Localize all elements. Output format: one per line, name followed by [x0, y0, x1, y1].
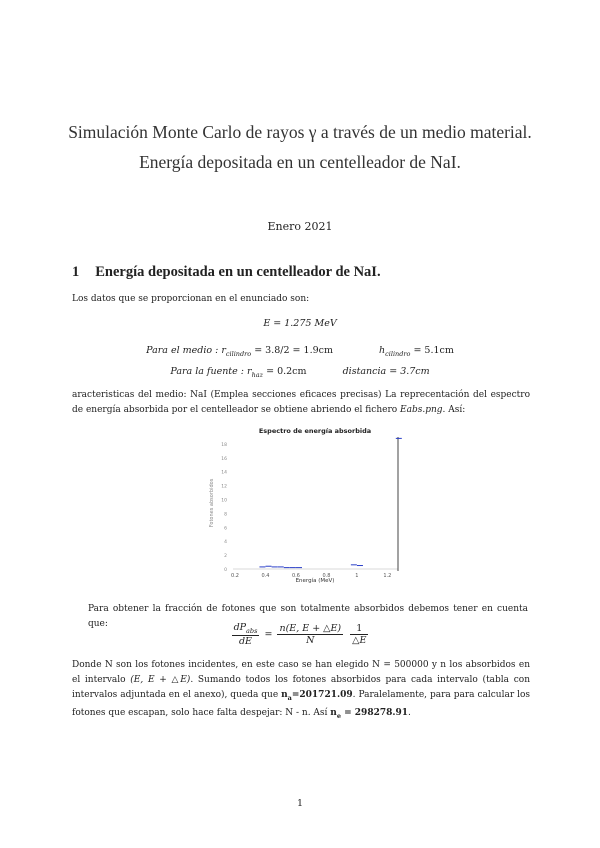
x-tick-label: 0.6	[291, 573, 300, 579]
paragraph-fraction: Para obtener la fracción de fotones que son totalmente absorbidos debemos tener en cuenta que:	[88, 604, 528, 629]
equation-fuente	[0, 366, 600, 379]
paragraph-results-text-3: . Paralelamente, para para calcular los fotones que escapan, solo hace falta despejar: N - n. Así	[72, 690, 530, 718]
x-tick-label: 0.2	[231, 573, 239, 579]
fraction-deltaE-denominator: △E	[352, 634, 367, 646]
fuente-label: Para la fuente :	[170, 366, 244, 377]
energy-spectrum-chart	[205, 425, 415, 587]
paragraph-results	[72, 658, 530, 724]
x-tick-label: 0.4	[261, 573, 270, 579]
y-tick-label: 18	[221, 442, 227, 448]
y-tick-label: 0	[224, 568, 227, 573]
paragraph-results-text-2: . Sumando todos los fotones absorbidos para cada intervalo (tabla con intervalos adjuntada en el anexo), queda que	[72, 675, 531, 700]
na-subscript: a	[287, 693, 292, 702]
y-tick-label: 16	[221, 456, 227, 462]
equation-medio	[0, 345, 600, 358]
r-haz-symbol: r	[247, 366, 252, 377]
page-number: 1	[296, 798, 304, 809]
intro-paragraph: Los datos que se proporcionan en el enunciado son:	[72, 294, 310, 304]
r-haz-subscript: haz	[251, 370, 264, 379]
h-cilindro-subscript: cilindro	[385, 349, 411, 358]
y-tick-label: 10	[221, 498, 227, 504]
equation-energy: E = 1.275 MeV	[263, 318, 337, 329]
h-cilindro-symbol: h	[379, 345, 386, 356]
r-cilindro-symbol: r	[221, 345, 226, 356]
y-tick-label: 4	[224, 540, 227, 546]
y-tick-label: 8	[224, 512, 227, 518]
filename: Eabs.png	[400, 405, 443, 415]
fraction-dp-de	[232, 622, 260, 647]
na-value: =201721.09	[291, 690, 353, 700]
ne-label: n	[330, 707, 337, 718]
chart-title: Espectro de energía absorbida	[258, 427, 372, 435]
fraction-n-over-N	[277, 623, 343, 646]
r-cilindro-subscript: cilindro	[225, 349, 252, 358]
y-tick-label: 12	[221, 484, 227, 490]
equation-fraction	[0, 622, 600, 647]
r-haz-value: = 0.2cm	[266, 366, 307, 377]
paragraph-results-text-1: Donde N son los fotones incidentes, en este caso se han elegido N = 500000 y n los absorbidos en el intervalo	[72, 660, 530, 685]
chart-ylabel: Fotones absorbidos	[209, 478, 215, 528]
paragraph-medio	[72, 388, 530, 418]
section-number: 1	[72, 264, 80, 280]
ne-value: = 298278.91	[340, 707, 409, 718]
section-title: Energía depositada en un centelleador de NaI.	[95, 264, 381, 280]
chart-xlabel: Energía (MeV)	[295, 578, 335, 584]
section-heading	[72, 264, 381, 281]
x-tick-label: 0.8	[322, 573, 331, 579]
fraction-N-denominator: N	[306, 634, 315, 646]
paragraph-medio-text-2: . Así:	[442, 405, 466, 415]
paragraph-results-text-4: .	[408, 707, 411, 718]
medio-label: Para el medio :	[146, 345, 219, 356]
interval: (E, E + △E)	[130, 675, 191, 685]
r-cilindro-value: = 3.8/2 = 1.9cm	[254, 345, 333, 356]
distancia-value: distancia = 3.7cm	[342, 366, 430, 377]
x-tick-label: 1	[355, 573, 359, 579]
fraction-n-numerator: n(E, E + △E)	[279, 622, 342, 634]
fraction-dp-numerator: dP	[233, 622, 247, 633]
y-tick-label: 6	[224, 526, 227, 532]
equals-sign: =	[264, 628, 273, 640]
x-tick-label: 1.2	[383, 573, 392, 579]
spectrum-bars	[259, 438, 401, 567]
y-tick-labels	[221, 442, 227, 573]
fraction-dp-subscript: abs	[246, 626, 258, 635]
fraction-de-denominator: dE	[238, 635, 252, 647]
fraction-one-over-deltaE	[350, 623, 368, 646]
title-line-2: Energía depositada en un centelleador de NaI.	[139, 152, 461, 172]
fraction-one-numerator: 1	[350, 623, 368, 635]
h-cilindro-value: = 5.1cm	[413, 345, 454, 356]
title-line-1: Simulación Monte Carlo de rayos γ a través de un medio material.	[68, 122, 532, 142]
paragraph-medio-text-1: aracteristicas del medio: NaI (Emplea secciones eficaces precisas) La reprecentación del espectro de energía absorbida por el centelleador se obtiene abriendo el fichero	[72, 390, 530, 415]
ne-subscript: e	[336, 711, 341, 720]
document-date: Enero 2021	[267, 220, 333, 233]
y-tick-label: 2	[224, 554, 227, 560]
na-label: n	[281, 690, 288, 700]
y-tick-label: 14	[221, 470, 227, 476]
